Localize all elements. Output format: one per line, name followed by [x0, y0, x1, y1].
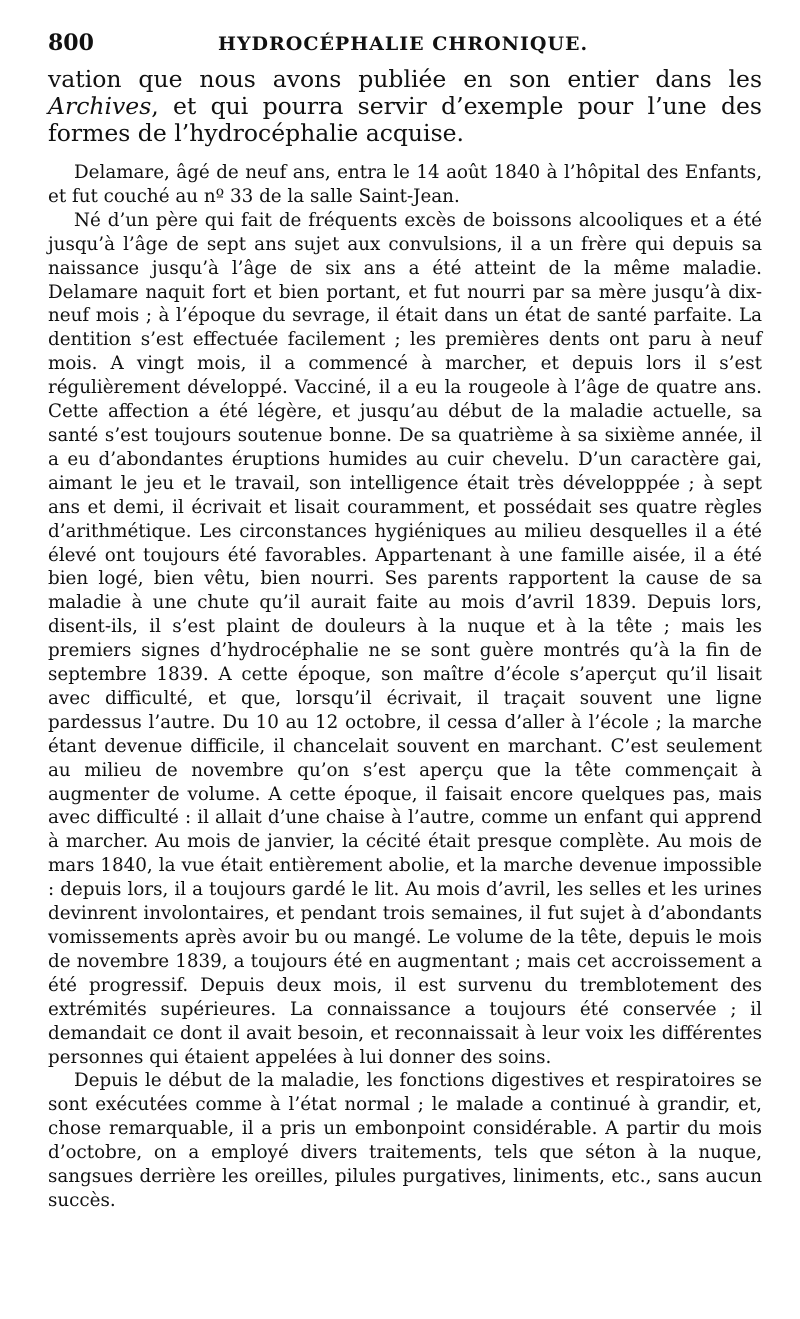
archives-italic: Archives — [48, 92, 152, 120]
paragraph-treatment: Depuis le début de la maladie, les fonctions digestives et respiratoires se sont exécutées comme à l’état normal ; le malade a continué à grandir, et, chose remarquable, il a pris un embonpoint considérable. A partir du mois d’octobre, on a employé divers traitements, tels que séton à la nuque, sangsues derrière les oreilles, pilules purgatives, liniments, etc., sans aucun succès. — [48, 1070, 762, 1211]
running-title: HYDROCÉPHALIE CHRONIQUE. — [218, 33, 589, 55]
page-number: 800 — [48, 30, 94, 56]
paragraph-patient-admission: Delamare, âgé de neuf ans, entra le 14 août 1840 à l’hôpital des Enfants, et fut couché au nº 33 de la salle Saint-Jean. — [48, 162, 762, 207]
paragraph-medical-history: Né d’un père qui fait de fréquents excès de boissons alcooliques et a été jusqu’à l’âge de sept ans sujet aux convulsions, il a un frère qui depuis sa naissance jusqu’à l’âge de six ans a été atteint de la même maladie. Delamare naquit fort et bien portant, et fut nourri par sa mère jusqu’à dix-neuf mois ; à l’époque du sevrage, il était dans un état de santé parfaite. La dentition s’est effectuée facilement ; les premières dents ont paru à neuf mois. A vingt mois, il a commencé à marcher, et depuis lors il s’est régulièrement développé. Vacciné, il a eu la rougeole à l’âge de quatre ans. Cette affection a été légère, et jusqu’au début de la maladie actuelle, sa santé s’est toujours soutenue bonne. De sa quatrième à sa sixième année, il a eu d’abondantes éruptions humides au cuir chevelu. D’un caractère gai, aimant le jeu et le travail, son intelligence était très développpée ; à sept ans et demi, il écrivait et lisait couramment, et possédait ses quatre règles d’arithmétique. Les circonstances hygiéniques au milieu desquelles il a été élevé ont toujours été favorables. Appartenant à une famille aisée, il a été bien logé, bien vêtu, bien nourri. Ses parents rapportent la cause de sa maladie à une chute qu’il aurait faite au mois d’avril 1839. Depuis lors, disent-ils, il s’est plaint de douleurs à la nuque et à la tête ; mais les premiers signes d’hydrocéphalie ne se sont guère montrés qu’à la fin de septembre 1839. A cette époque, son maître d’école s’aperçut qu’il lisait avec difficulté, et que, lorsqu’il écrivait, il traçait souvent une ligne pardessus l’autre. Du 10 au 12 octobre, il cessa d’aller à l’école ; la marche étant devenue difficile, il chancelait souvent en marchant. C’est seulement au milieu de novembre qu’on s’est aperçu que la tête commençait à augmenter de volume. A cette époque, il faisait encore quelques pas, mais avec difficulté : il allait d’une chaise à l’autre, comme un enfant qui apprend à marcher. Au mois de janvier, la cécité était presque complète. Au mois de mars 1840, la vue était entièrement abolie, et la marche devenue impossible : depuis lors, il a toujours gardé le lit. Au mois d’avril, les selles et les urines devinrent involontaires, et pendant trois semaines, il fut sujet à d’abondants vomissements après avoir bu ou mangé. Le volume de la tête, depuis le mois de novembre 1839, a toujours été en augmentant ; mais cet accroissement a été progressif. Depuis deux mois, il est survenu du tremblotement des extrémités supérieures. La connaissance a toujours été conservée ; il demandait ce dont il avait besoin, et reconnaissait à leur voix les différentes personnes qui étaient appelées à lui donner des soins. — [48, 209, 762, 1068]
continued-text-end: , et qui pourra servir d’exemple pour l’une des formes de l’hydrocéphalie acquise. — [48, 92, 762, 147]
continued-paragraph — [48, 66, 762, 147]
continued-text-start: vation que nous avons publiée en son entier dans les — [48, 65, 762, 93]
page-header — [48, 30, 762, 60]
